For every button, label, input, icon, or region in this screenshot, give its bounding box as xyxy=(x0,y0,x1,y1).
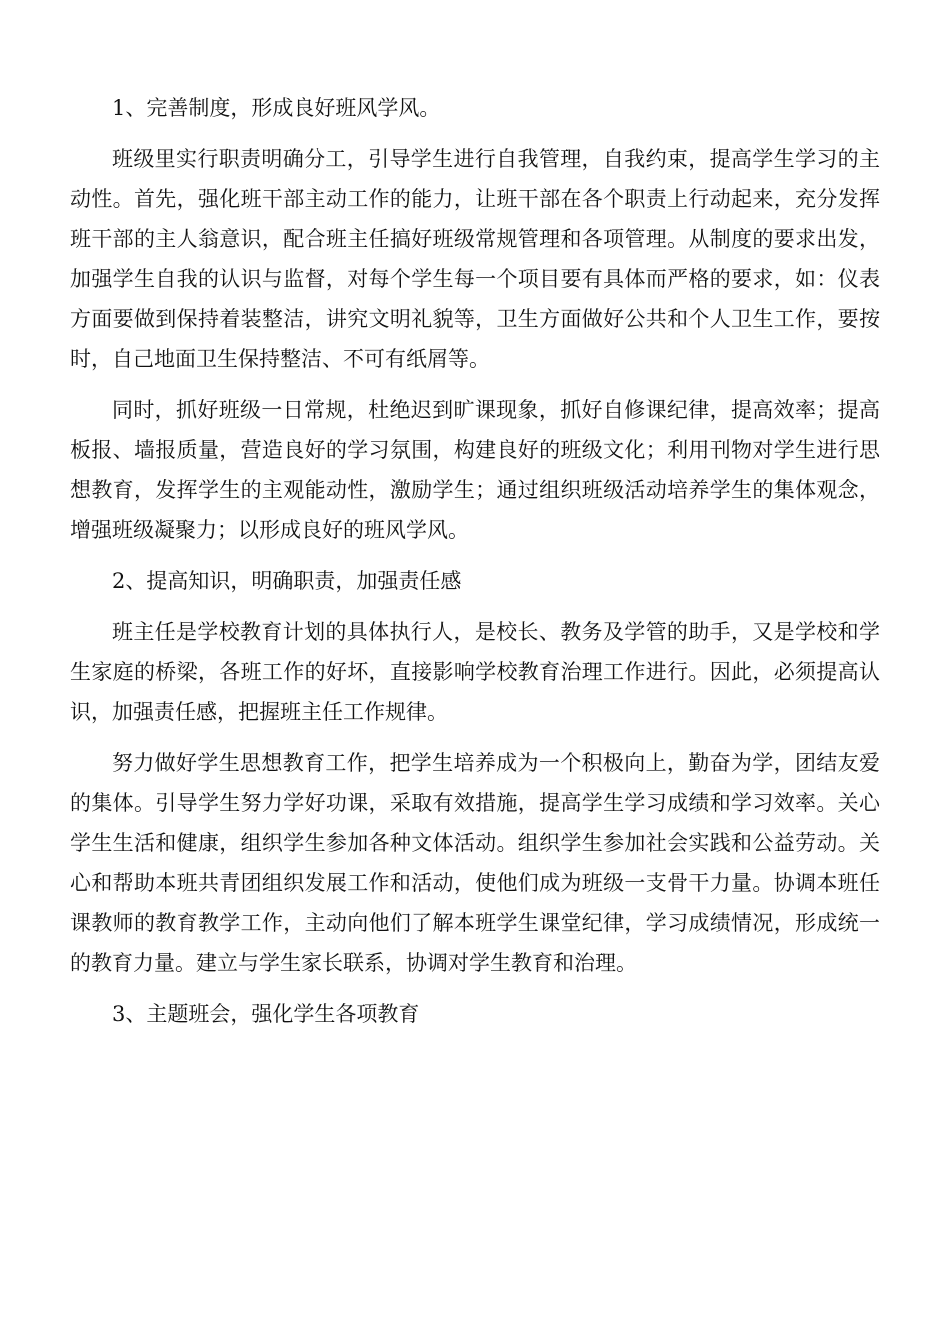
section-heading-1: 1、完善制度，形成良好班风学风。 xyxy=(112,96,441,120)
paragraph-daily-routine: 同时，抓好班级一日常规，杜绝迟到旷课现象，抓好自修课纪律，提高效率；提高板报、墙报质量，营造良好的学习氛围，构建良好的班级文化；利用刊物对学生进行思想教育，发挥学生的主观能动性，激励学生；通过组织班级活动培养学生的集体观念，增强班级凝聚力；以形成良好的班风学风。 xyxy=(70,398,880,542)
paragraph-head-teacher-role: 班主任是学校教育计划的具体执行人，是校长、教务及学管的助手，又是学校和学生家庭的桥梁，各班工作的好坏，直接影响学校教育治理工作进行。因此，必须提高认识，加强责任感，把握班主任工作规律。 xyxy=(70,620,880,724)
section-heading-2: 2、提高知识，明确职责，加强责任感 xyxy=(112,569,462,593)
paragraph-class-management: 班级里实行职责明确分工，引导学生进行自我管理，自我约束，提高学生学习的主动性。首先，强化班干部主动工作的能力，让班干部在各个职责上行动起来，充分发挥班干部的主人翁意识，配合班主任搞好班级常规管理和各项管理。从制度的要求出发，加强学生自我的认识与监督，对每个学生每一个项目要有具体而严格的要求，如：仪表方面要做到保持着装整洁，讲究文明礼貌等，卫生方面做好公共和个人卫生工作，要按时，自己地面卫生保持整洁、不可有纸屑等。 xyxy=(70,147,880,371)
paragraph-thought-education: 努力做好学生思想教育工作，把学生培养成为一个积极向上，勤奋为学，团结友爱的集体。引导学生努力学好功课，采取有效措施，提高学生学习成绩和学习效率。关心学生生活和健康，组织学生参加各种文体活动。组织学生参加社会实践和公益劳动。关心和帮助本班共青团组织发展工作和活动，使他们成为班级一支骨干力量。协调本班任课教师的教育教学工作，主动向他们了解本班学生课堂纪律，学习成绩情况，形成统一的教育力量。建立与学生家长联系，协调对学生教育和治理。 xyxy=(70,751,880,975)
document-page xyxy=(70,88,880,1045)
section-heading-3: 3、主题班会，强化学生各项教育 xyxy=(112,1002,420,1026)
